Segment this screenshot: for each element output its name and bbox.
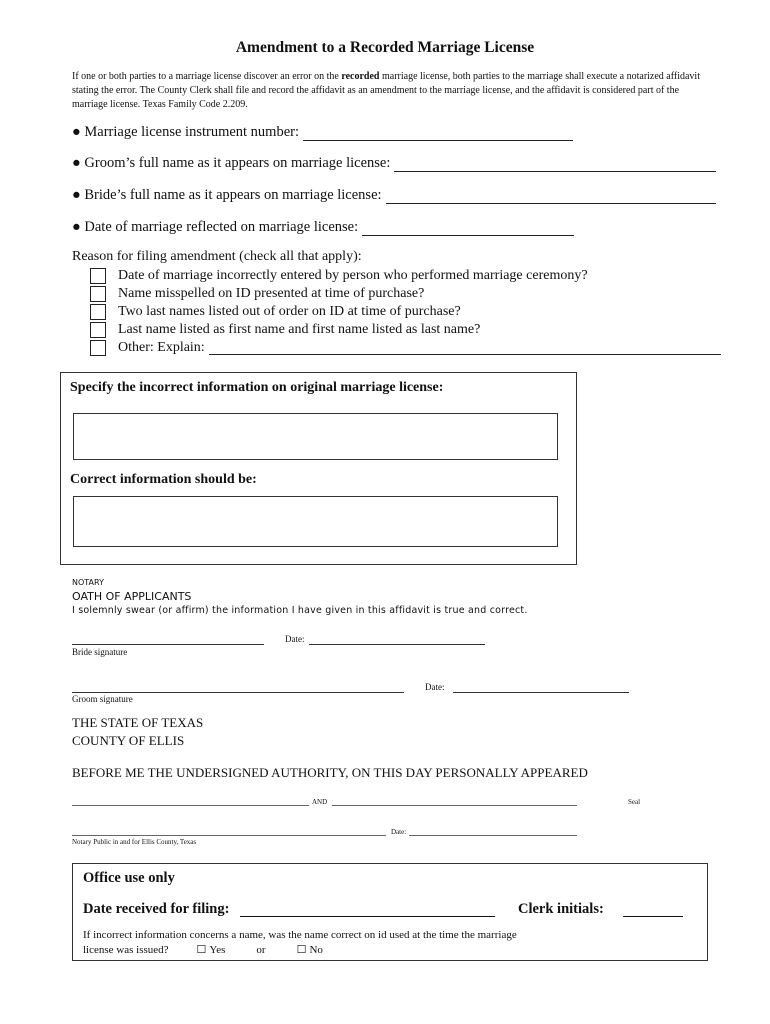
correct-info-label: Correct information should be:	[70, 472, 257, 487]
groom-date-label: Date:	[425, 682, 445, 692]
clerk-initials-field[interactable]	[623, 900, 683, 917]
date-received-field[interactable]	[240, 900, 495, 917]
name-question-text: license was issued?	[83, 943, 169, 956]
instrument-number-row	[72, 124, 573, 141]
intro-paragraph	[72, 70, 712, 112]
bride-signature-label: Bride signature	[72, 647, 128, 657]
reason-item	[90, 267, 588, 285]
appeared-name-2-line[interactable]	[332, 798, 577, 806]
groom-date-line[interactable]	[453, 682, 629, 693]
marriage-date-row	[72, 219, 574, 236]
county-label: COUNTY OF ELLIS	[72, 733, 185, 748]
reason-checkbox[interactable]	[90, 304, 106, 320]
groom-signature-label: Groom signature	[72, 694, 133, 704]
bride-signature-line[interactable]	[72, 634, 264, 645]
instrument-number-label: Marriage license instrument number:	[84, 124, 300, 140]
groom-name-field[interactable]	[394, 157, 716, 172]
instrument-number-field[interactable]	[303, 126, 573, 141]
bride-name-field[interactable]	[386, 189, 716, 204]
incorrect-info-input[interactable]	[73, 413, 558, 460]
reason-item	[90, 339, 721, 357]
reason-title: Reason for filing amendment (check all that apply):	[72, 249, 362, 264]
no-label: No	[309, 943, 323, 956]
intro-bold: recorded	[341, 71, 380, 82]
oath-title: OATH OF APPLICANTS	[72, 590, 192, 603]
no-checkbox[interactable]: ☐	[296, 944, 307, 956]
reason-item	[90, 321, 480, 339]
appeared-name-1-line[interactable]	[72, 798, 309, 806]
yes-label: Yes	[209, 943, 226, 956]
bullet-icon: ●	[72, 219, 81, 235]
yes-checkbox[interactable]: ☐	[196, 944, 207, 956]
notary-date-line[interactable]	[409, 828, 577, 836]
notary-heading: NOTARY	[72, 578, 104, 587]
reason-checkbox[interactable]	[90, 322, 106, 338]
groom-name-label: Groom’s full name as it appears on marriage license:	[84, 155, 391, 171]
reason-label: Two last names listed out of order on ID at time of purchase?	[118, 304, 461, 319]
bullet-icon: ●	[72, 124, 81, 140]
groom-name-row	[72, 155, 716, 172]
marriage-date-label: Date of marriage reflected on marriage license:	[84, 219, 359, 235]
notary-public-label: Notary Public in and for Ellis County, Texas	[72, 838, 197, 846]
reason-label: Last name listed as first name and first name listed as last name?	[118, 322, 481, 337]
date-received-label: Date received for filing:	[83, 901, 230, 917]
intro-text-1: If one or both parties to a marriage license discover an error on the	[72, 71, 342, 82]
before-me-text: BEFORE ME THE UNDERSIGNED AUTHORITY, ON THIS DAY PERSONALLY APPEARED	[72, 765, 588, 780]
reason-label: Name misspelled on ID presented at time of purchase?	[118, 286, 425, 301]
other-explain-field[interactable]	[209, 341, 721, 355]
reason-item	[90, 303, 461, 321]
oath-text: I solemnly swear (or affirm) the information I have given in this affidavit is true and correct.	[72, 605, 528, 616]
reason-label: Date of marriage incorrectly entered by person who performed marriage ceremony?	[118, 268, 588, 283]
bride-name-row	[72, 187, 716, 204]
bride-date-line[interactable]	[309, 634, 485, 645]
reason-checkbox[interactable]	[90, 268, 106, 284]
reason-label: Other: Explain:	[118, 340, 205, 355]
reason-item	[90, 285, 424, 303]
reason-checkbox[interactable]	[90, 286, 106, 302]
notary-date-label: Date:	[391, 828, 407, 836]
intro-text-2: marriage license, both parties to the marriage shall execute a notarized affidavit stating the error. The County Clerk shall file and record the affidavit as an amendment to the marriage license, and the affidavit is considered part of the marriage license. Texas Family Code 2.209.	[72, 71, 700, 110]
marriage-date-field[interactable]	[362, 221, 574, 236]
groom-signature-line[interactable]	[72, 682, 404, 693]
bride-name-label: Bride’s full name as it appears on marriage license:	[84, 187, 382, 203]
name-question-line2	[83, 943, 323, 956]
state-label: THE STATE OF TEXAS	[72, 715, 204, 730]
seal-label: Seal	[628, 798, 641, 806]
page-title: Amendment to a Recorded Marriage License	[235, 39, 535, 56]
bride-date-label: Date:	[285, 634, 305, 644]
and-label: AND	[312, 798, 328, 806]
or-label: or	[256, 943, 266, 956]
incorrect-info-label: Specify the incorrect information on original marriage license:	[70, 380, 444, 395]
bullet-icon: ●	[72, 187, 81, 203]
clerk-initials-label: Clerk initials:	[518, 901, 604, 917]
reason-checkbox[interactable]	[90, 340, 106, 356]
office-use-title: Office use only	[83, 870, 175, 886]
notary-public-signature-line[interactable]	[72, 828, 386, 836]
correct-info-input[interactable]	[73, 496, 558, 547]
bullet-icon: ●	[72, 155, 81, 171]
name-question-line1: If incorrect information concerns a name, was the name correct on id used at the time the marriage	[83, 929, 517, 941]
